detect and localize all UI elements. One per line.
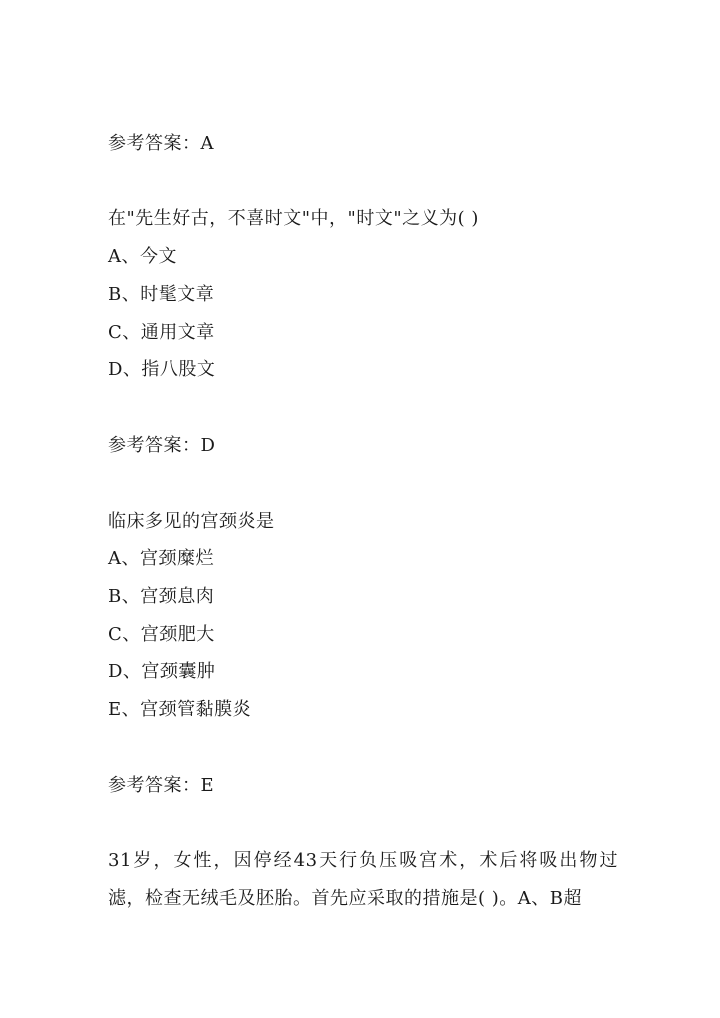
answer-label: 参考答案：D bbox=[108, 435, 216, 456]
option-c: C、通用文章 bbox=[108, 322, 215, 343]
option-a: A、今文 bbox=[108, 246, 177, 267]
option-d: D、指八股文 bbox=[108, 359, 216, 380]
option-e: E、宫颈管黏膜炎 bbox=[108, 699, 252, 720]
option-d: D、宫颈囊肿 bbox=[108, 661, 216, 682]
option-a: A、宫颈糜烂 bbox=[108, 548, 214, 569]
option-b: B、宫颈息肉 bbox=[108, 586, 215, 607]
question-stem: 在"先生好古，不喜时文"中，"时文"之义为( ) bbox=[108, 208, 479, 229]
question-stem: 临床多见的宫颈炎是 bbox=[108, 511, 275, 532]
option-b: B、时髦文章 bbox=[108, 284, 215, 305]
answer-label: 参考答案：A bbox=[108, 133, 214, 154]
answer-label: 参考答案：E bbox=[108, 775, 215, 796]
option-c: C、宫颈肥大 bbox=[108, 624, 215, 645]
question-stem: 31岁，女性，因停经43天行负压吸宫术，术后将吸出物过滤，检查无绒毛及胚胎。首先应采取的措施是( )。A、B超 bbox=[108, 850, 618, 909]
